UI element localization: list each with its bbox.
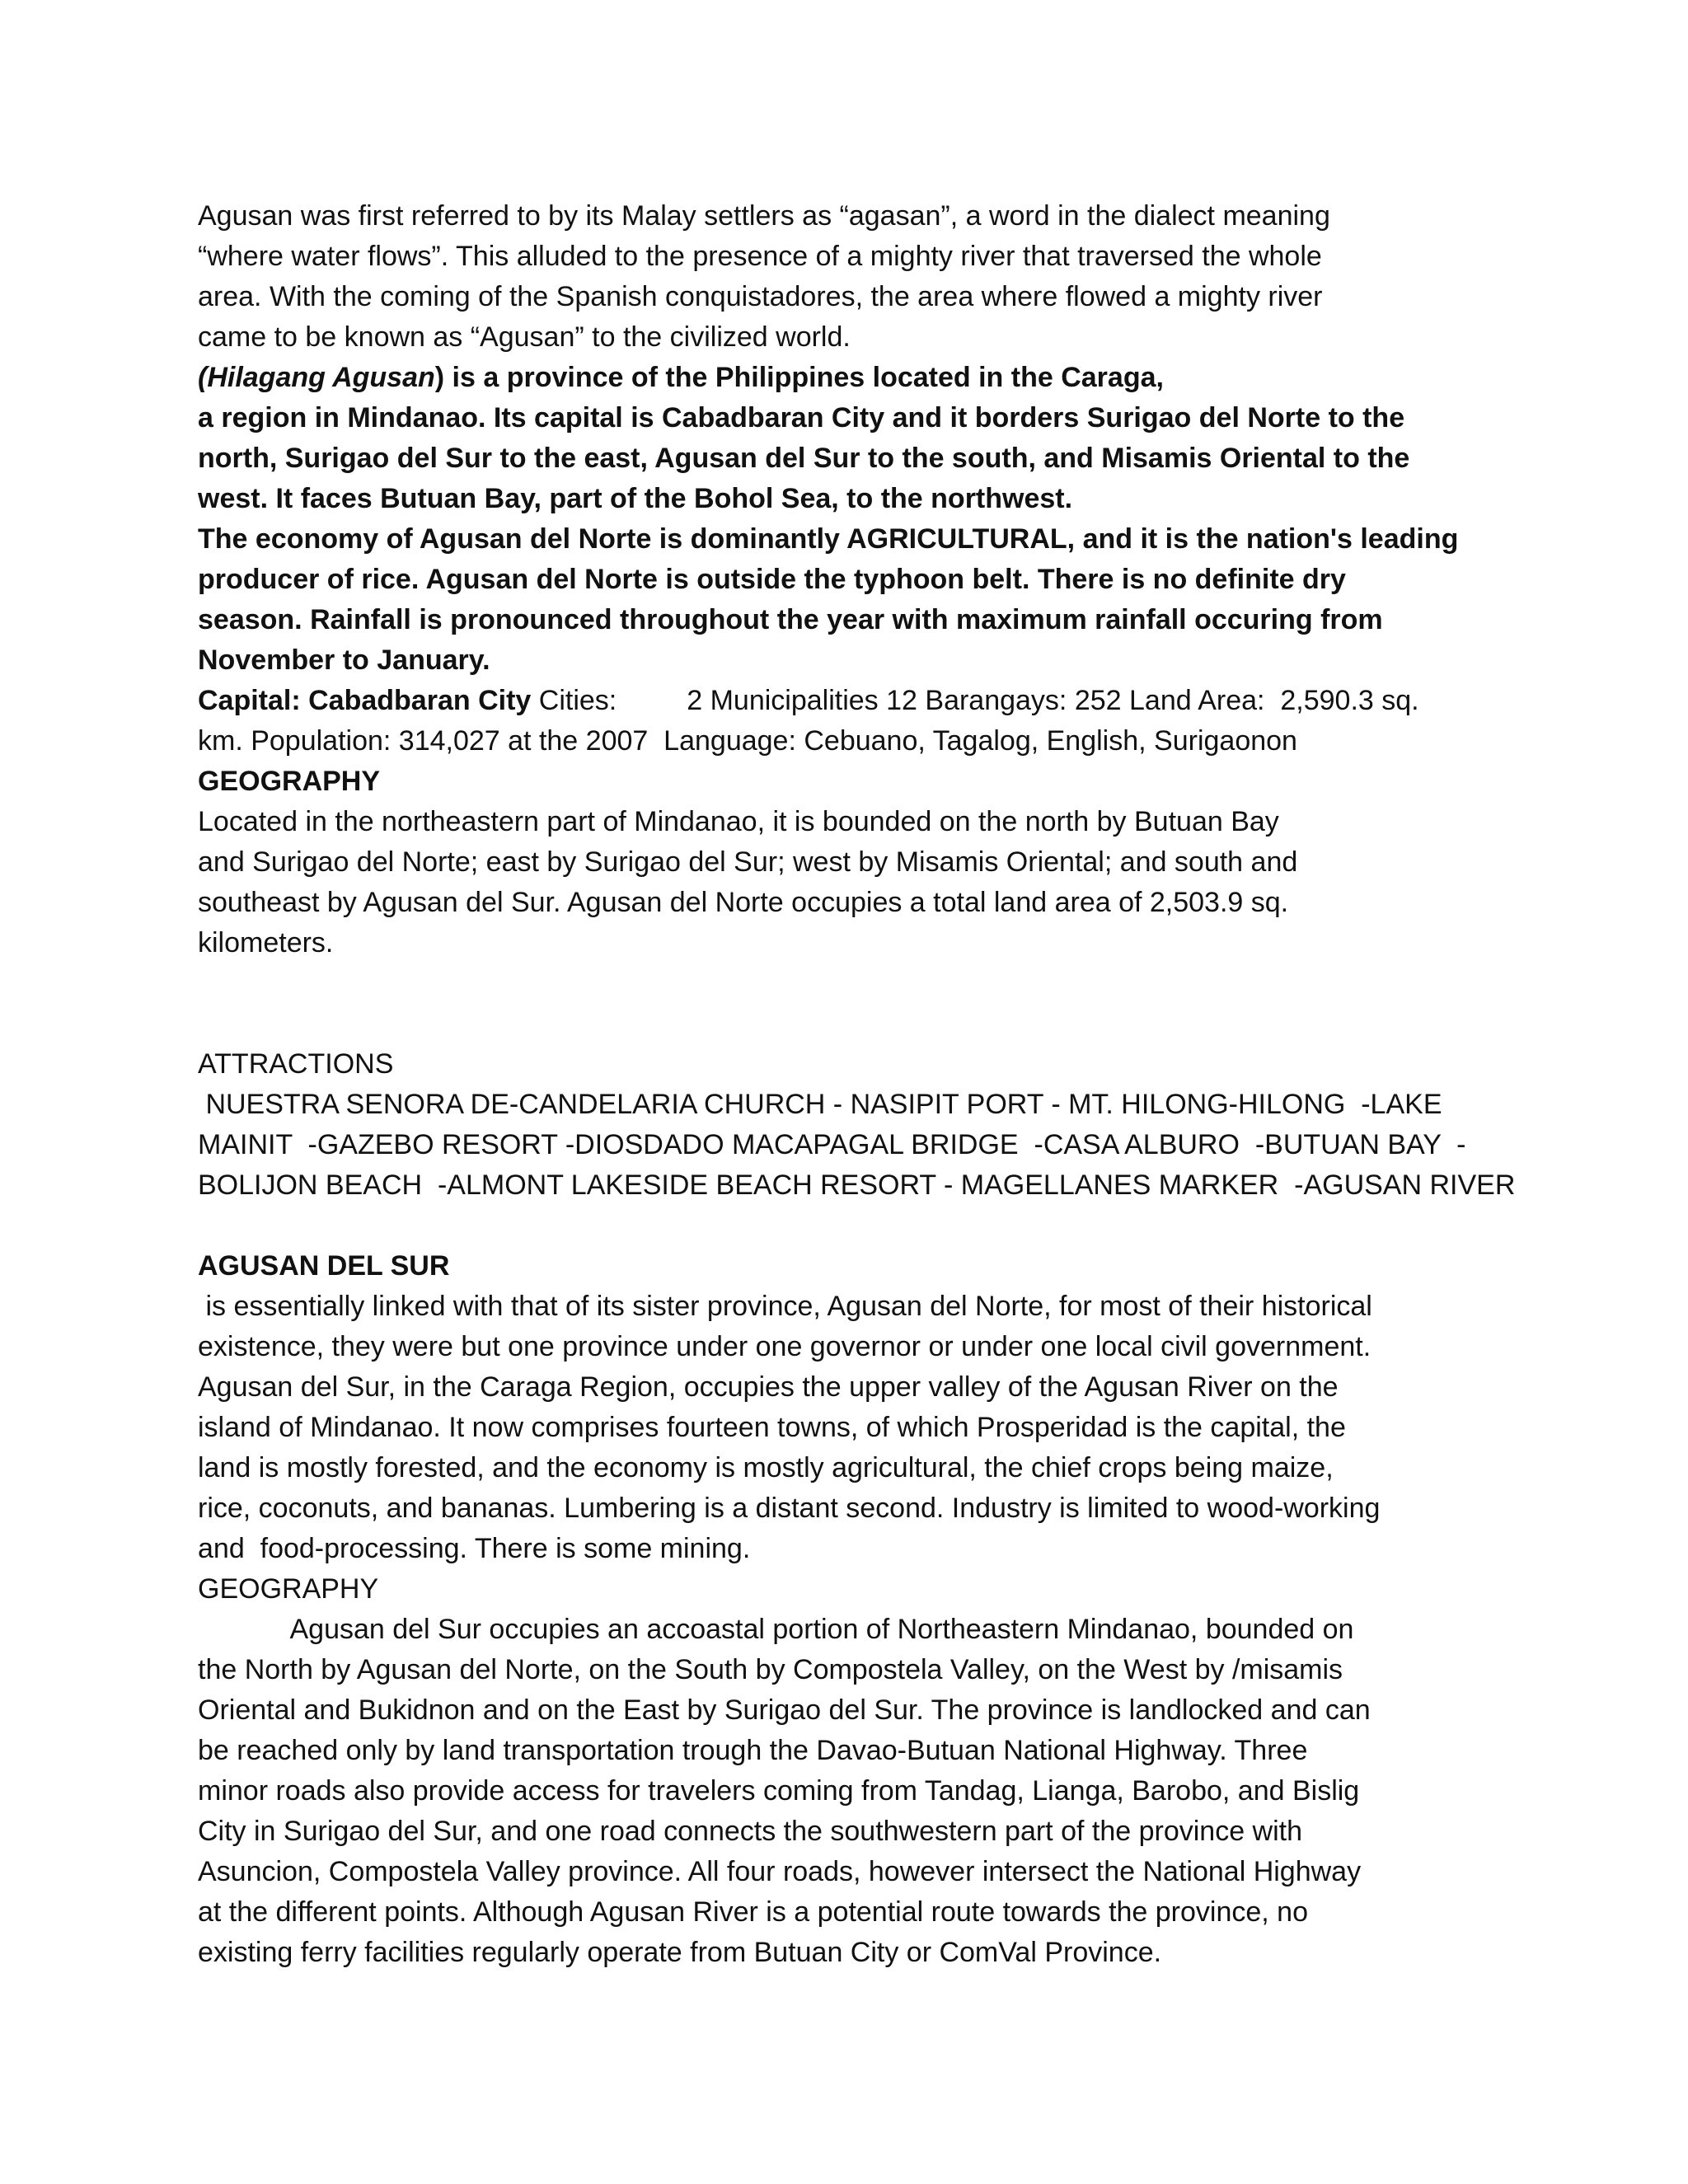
geography-heading-sur: GEOGRAPHY	[198, 1573, 379, 1605]
section-heading-agusan-del-sur: AGUSAN DEL SUR	[198, 1250, 450, 1282]
intro-paragraph	[198, 196, 1558, 358]
geography-line: Oriental and Bukidnon and on the East by Surigao del Sur. The province is landlocked and can	[198, 1694, 1371, 1726]
paragraph-line: rice, coconuts, and bananas. Lumbering is a distant second. Industry is limited to wood-working	[198, 1493, 1381, 1524]
province-alt-name: (Hilagang Agusan	[198, 362, 435, 393]
attractions-line: NUESTRA SENORA DE-CANDELARIA CHURCH - NASIPIT PORT - MT. HILONG-HILONG -LAKE	[198, 1089, 1442, 1120]
geography-line: kilometers.	[198, 927, 334, 958]
attractions-line: MAINIT -GAZEBO RESORT -DIOSDADO MACAPAGAL BRIDGE -CASA ALBURO -BUTUAN BAY -	[198, 1129, 1466, 1160]
geography-sur-paragraph	[198, 1610, 1558, 1973]
province-stats	[198, 681, 1558, 762]
province-summary-bold	[198, 358, 1558, 681]
geography-heading: GEOGRAPHY	[198, 766, 381, 797]
geography-line: Located in the northeastern part of Mindanao, it is bounded on the north by Butuan Bay	[198, 806, 1279, 837]
geography-line: and Surigao del Norte; east by Surigao del Sur; west by Misamis Oriental; and south and	[198, 846, 1298, 878]
paragraph-line: and food-processing. There is some mining.	[198, 1533, 751, 1564]
province-summary-line	[198, 358, 1558, 398]
geography-line: Asuncion, Compostela Valley province. All four roads, however intersect the National Highway	[198, 1856, 1362, 1887]
geography-line: at the different points. Although Agusan River is a potential route towards the province, no	[198, 1896, 1309, 1928]
geography-line: City in Surigao del Sur, and one road connects the southwestern part of the province with	[198, 1816, 1303, 1847]
document-page	[198, 196, 1558, 1973]
paragraph-line: island of Mindanao. It now comprises fourteen towns, of which Prosperidad is the capital, the	[198, 1412, 1346, 1443]
paragraph-line: existence, they were but one province under one governor or under one local civil government.	[198, 1331, 1372, 1362]
attractions-list	[198, 1085, 1558, 1206]
geography-line: minor roads also provide access for travelers coming from Tandag, Lianga, Barobo, and Bislig	[198, 1775, 1360, 1807]
stats-line: km. Population: 314,027 at the 2007 Language: Cebuano, Tagalog, English, Surigaonon	[198, 725, 1297, 757]
stats-text: Cities: 2 Municipalities 12 Barangays: 252 Land Area: 2,590.3 sq.	[531, 685, 1419, 716]
geography-line: southeast by Agusan del Sur. Agusan del Norte occupies a total land area of 2,503.9 sq.	[198, 887, 1289, 918]
province-summary-line: west. It faces Butuan Bay, part of the Bohol Sea, to the northwest.	[198, 483, 1073, 514]
geography-line: existing ferry facilities regularly operate from Butuan City or ComVal Province.	[198, 1937, 1162, 1968]
geography-line: be reached only by land transportation trough the Davao-Butuan National Highway. Three	[198, 1735, 1308, 1766]
attractions-heading: ATTRACTIONS	[198, 1048, 394, 1080]
economy-line: November to January.	[198, 644, 490, 676]
province-summary-line: north, Surigao del Sur to the east, Agusan del Sur to the south, and Misamis Oriental to the	[198, 443, 1410, 474]
economy-line: season. Rainfall is pronounced throughout the year with maximum rainfall occuring from	[198, 604, 1383, 635]
spacer	[198, 1206, 1558, 1246]
spacer	[198, 963, 1558, 1044]
intro-line: area. With the coming of the Spanish conquistadores, the area where flowed a mighty river	[198, 281, 1323, 312]
province-summary-line: a region in Mindanao. Its capital is Cabadbaran City and it borders Surigao del Norte to the	[198, 402, 1405, 434]
agusan-del-sur-paragraph	[198, 1286, 1558, 1569]
intro-line: “where water flows”. This alluded to the presence of a mighty river that traversed the whole	[198, 241, 1322, 272]
geography-paragraph	[198, 802, 1558, 963]
economy-line: The economy of Agusan del Norte is dominantly AGRICULTURAL, and it is the nation's leading	[198, 523, 1459, 555]
paragraph-line: land is mostly forested, and the economy is mostly agricultural, the chief crops being maize,	[198, 1452, 1334, 1483]
stats-line	[198, 681, 1558, 721]
paragraph-line: Agusan del Sur, in the Caraga Region, occupies the upper valley of the Agusan River on the	[198, 1371, 1339, 1403]
capital-label: Capital: Cabadbaran City	[198, 685, 532, 716]
attractions-line: BOLIJON BEACH -ALMONT LAKESIDE BEACH RESORT - MAGELLANES MARKER -AGUSAN RIVER	[198, 1169, 1516, 1201]
intro-line: Agusan was first referred to by its Malay settlers as “agasan”, a word in the dialect meaning	[198, 200, 1330, 232]
paragraph-line: is essentially linked with that of its sister province, Agusan del Norte, for most of their historical	[198, 1291, 1372, 1322]
geography-line: Agusan del Sur occupies an accoastal portion of Northeastern Mindanao, bounded on	[198, 1614, 1354, 1645]
province-summary-text: ) is a province of the Philippines located in the Caraga,	[434, 362, 1164, 393]
intro-line: came to be known as “Agusan” to the civilized world.	[198, 321, 851, 353]
economy-line: producer of rice. Agusan del Norte is outside the typhoon belt. There is no definite dry	[198, 564, 1346, 595]
geography-line: the North by Agusan del Norte, on the South by Compostela Valley, on the West by /misamis	[198, 1654, 1343, 1685]
